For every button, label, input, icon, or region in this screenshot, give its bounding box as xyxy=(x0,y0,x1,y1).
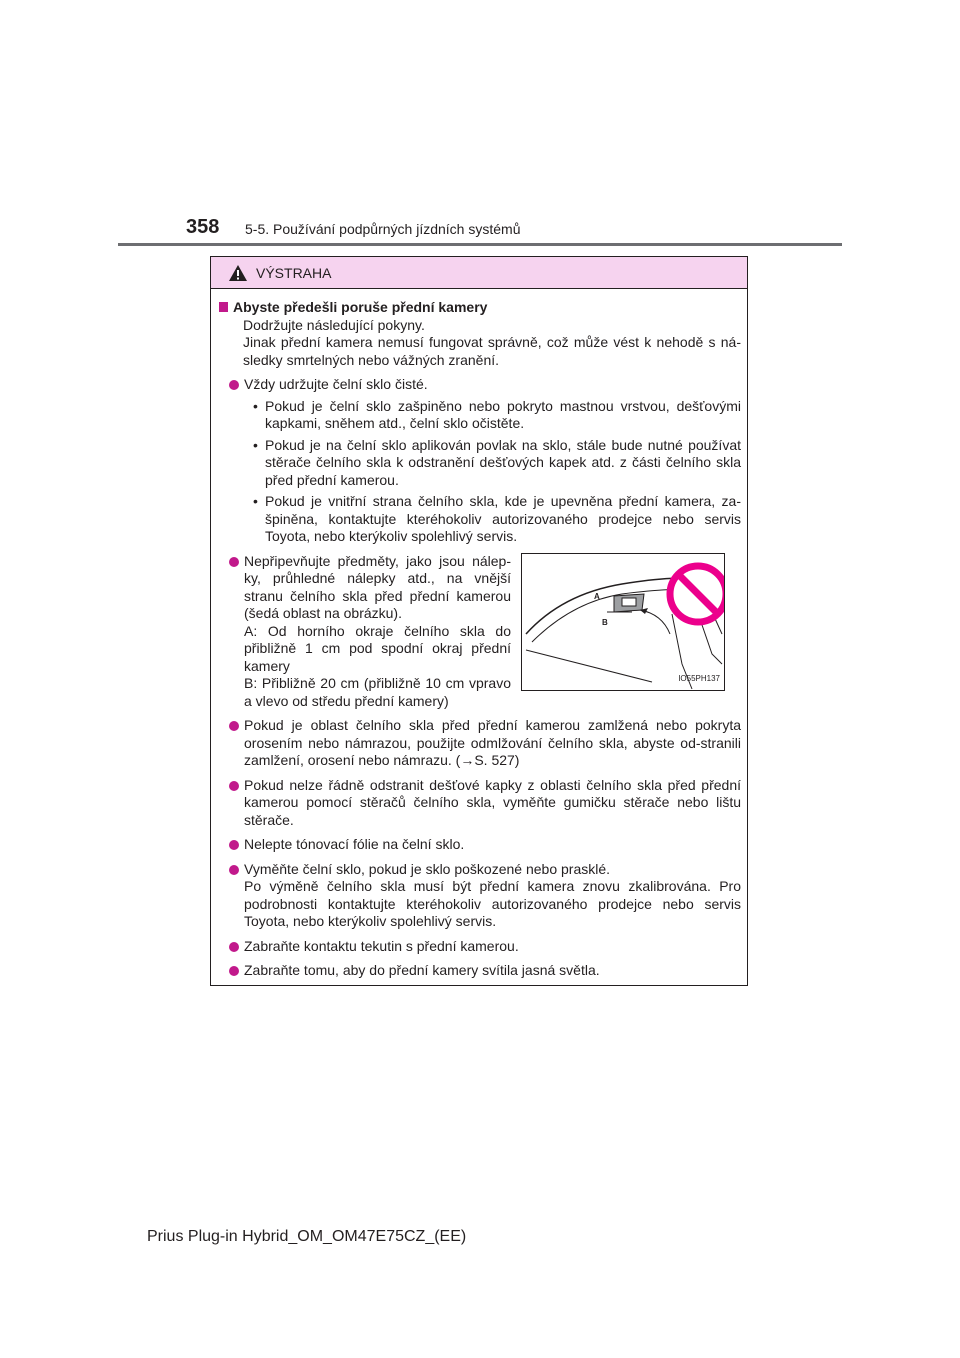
sub-list-item: • Pokud je vnitřní strana čelního skla, kde je upevněna přední kamera, za-špiněna, kontaktujte kteréhokoliv autorizovaného prodejce nebo servis Toyota, nebo kterýkoliv spolehlivý servis. xyxy=(253,493,741,544)
list-item-with-figure xyxy=(219,553,741,711)
list-item xyxy=(219,777,741,830)
sub-list-item-text: Pokud je na čelní sklo aplikován povlak na sklo, stále bude nutné používat stěrače čelního skla k odstranění dešťových kapek atd. z části čelního skla před přední kamerou. xyxy=(265,436,741,488)
sub-list-item: • Pokud je čelní sklo zašpiněno nebo pokryto mastnou vrstvou, dešťovými kapkami, sněhem atd., čelní sklo očistěte. xyxy=(253,397,741,431)
intro-line-2: Jinak přední kamera nemusí fungovat správně, což může vést k nehodě s ná-sledky smrtelných nebo vážných zranění. xyxy=(243,334,741,368)
warning-box xyxy=(210,256,748,986)
list-item-text: Nelepte tónovací fólie na čelní sklo. xyxy=(244,836,465,852)
warning-title: VÝSTRAHA xyxy=(256,264,332,281)
list-item xyxy=(219,861,741,931)
figure-note-a: A: Od horního okraje čelního skla do přibližně 1 cm pod spodní okraj přední kamery xyxy=(244,622,511,674)
bullet-dot-icon xyxy=(229,380,239,390)
list-item xyxy=(219,938,741,956)
bullet-dot-icon xyxy=(229,721,239,731)
figure-label-a: A xyxy=(594,591,600,601)
bullet-dot-icon xyxy=(229,865,239,875)
list-item xyxy=(219,553,511,711)
figure-code: IO55PH137 xyxy=(678,674,720,683)
list-item-text: Zabraňte kontaktu tekutin s přední kamerou. xyxy=(244,937,519,954)
bullet-dot-icon xyxy=(229,557,239,567)
warning-heading-text: Abyste předešli poruše přední kamery xyxy=(233,299,488,315)
sub-list-item-text: Pokud je vnitřní strana čelního skla, kde je upevněna přední kamera, za-špiněna, kontaktujte kteréhokoliv autorizovaného prodejce nebo servis Toyota, nebo kterýkoliv spolehlivý servis. xyxy=(265,493,741,544)
figure-label-b: B xyxy=(602,617,608,627)
list-item-text: Vždy udržujte čelní sklo čisté. xyxy=(244,376,428,392)
list-item-text: Vyměňte čelní sklo, pokud je sklo poškozené nebo prasklé. xyxy=(244,860,611,877)
bullet-dot-icon xyxy=(229,781,239,791)
figure-note-b: B: Přibližně 20 cm (přibližně 10 cm vpravo a vlevo od středu přední kamery) xyxy=(244,675,511,709)
warning-body xyxy=(211,289,747,980)
section-title: 5-5. Používání podpůrných jízdních systémů xyxy=(245,221,521,237)
warning-header xyxy=(211,257,747,289)
list-item xyxy=(219,962,741,980)
list-item-text: Pokud nelze řádně odstranit dešťové kapky z oblasti čelního skla před přední kamerou pomocí stěračů čelního skla, vyměňte gumičku stěrače nebo lištu stěrače. xyxy=(244,776,741,828)
header-divider xyxy=(118,243,842,246)
sub-list-item-text: Pokud je čelní sklo zašpiněno nebo pokryto mastnou vrstvou, dešťovými kapkami, sněhem atd., čelní sklo očistěte. xyxy=(265,397,741,431)
list-item-text-continued: Po výměně čelního skla musí být přední kamera znovu zkalibrována. Pro podrobnosti kontaktujte kteréhokoliv autorizovaného prodejce nebo servis Toyota, nebo kterýkoliv spolehlivý servis. xyxy=(244,878,741,929)
list-item xyxy=(219,717,741,770)
list-item-text: Zabraňte tomu, aby do přední kamery svítila jasná světla. xyxy=(244,962,600,978)
warning-triangle-icon xyxy=(228,264,248,282)
sub-list-item: • Pokud je na čelní sklo aplikován povlak na sklo, stále bude nutné používat stěrače čelního skla k odstranění dešťových kapek atd. z části čelního skla před přední kamerou. xyxy=(253,436,741,488)
warning-heading xyxy=(219,299,741,317)
bullet-dot-icon xyxy=(229,966,239,976)
bullet-dot-icon xyxy=(229,942,239,952)
intro-line-1: Dodržujte následující pokyny. xyxy=(243,316,425,333)
sub-list xyxy=(219,398,741,546)
page-number: 358 xyxy=(186,216,220,238)
list-item-text: Pokud je oblast čelního skla před přední kamerou zamlžená nebo pokryta orosením nebo námrazou, použijte odmlžování čelního skla, abyste od-stranili zamlžení, orosení nebo námrazu. (→S. 527) xyxy=(244,717,741,768)
list-item xyxy=(219,376,741,394)
square-bullet-icon xyxy=(219,302,228,312)
bullet-dot-icon xyxy=(229,840,239,850)
list-item xyxy=(219,836,741,854)
windshield-camera-figure xyxy=(521,553,725,691)
list-item-text: Nepřipevňujte předměty, jako jsou nálep-ky, průhledné nálepky atd., na vnější stranu čelního skla před přední kamerou (šedá oblast na obrázku). xyxy=(244,552,511,621)
footer-document-title: Prius Plug-in Hybrid_OM_OM47E75CZ_(EE) xyxy=(147,1228,467,1245)
